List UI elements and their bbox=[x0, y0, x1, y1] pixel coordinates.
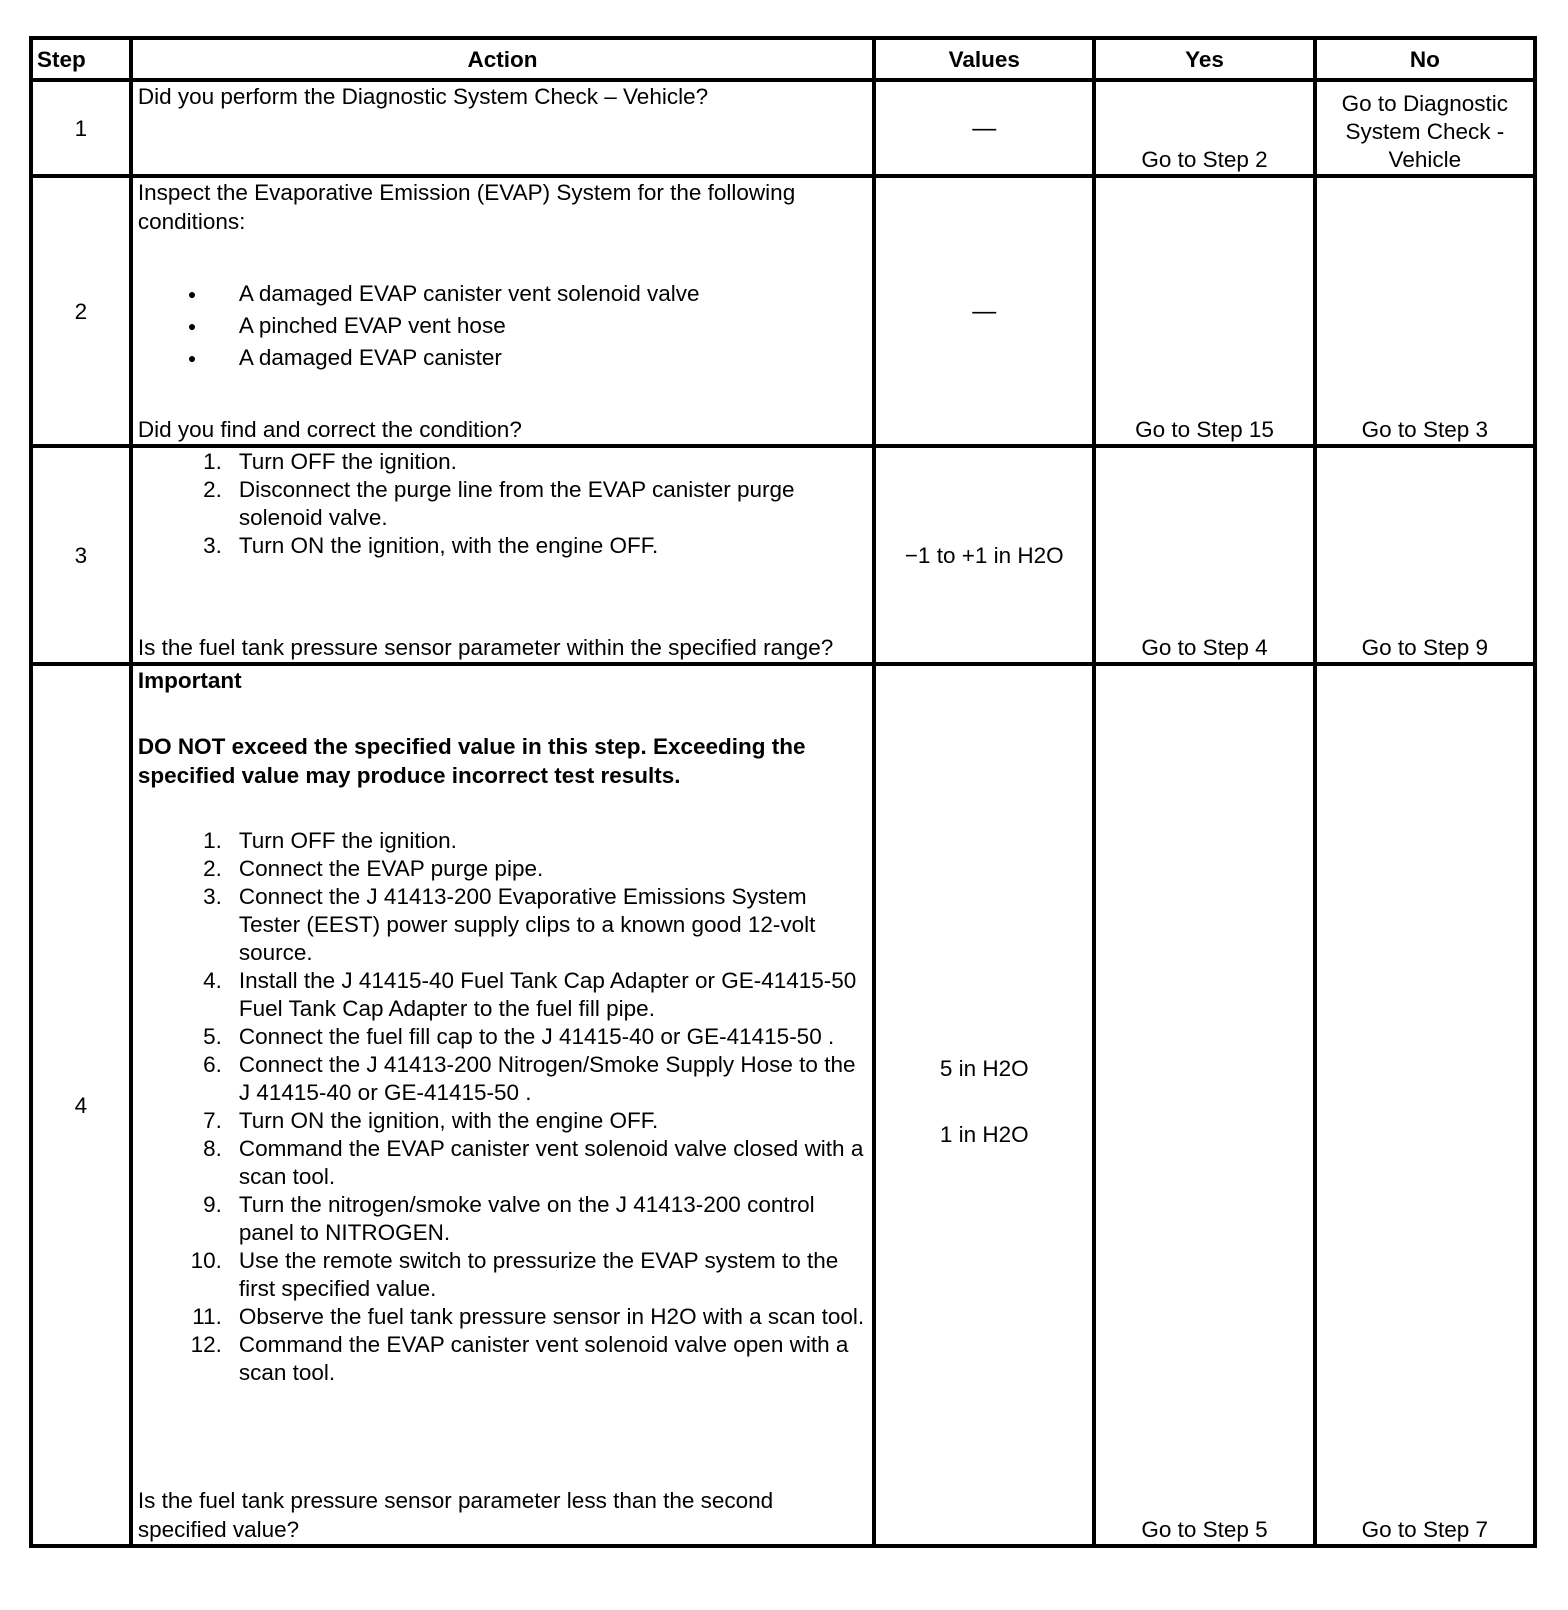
no-line: Vehicle bbox=[1388, 147, 1462, 172]
step-number: 1 bbox=[31, 80, 131, 176]
list-item: 4. Install the J 41415-40 Fuel Tank Cap Adapter or GE-41415-50 Fuel Tank Cap Adapter to the fuel fill pipe. bbox=[203, 968, 857, 1021]
value-cell bbox=[874, 664, 1094, 1546]
important-notice: DO NOT exceed the specified value in this step. Exceeding the specified value may produce incorrect test results. bbox=[137, 734, 806, 788]
step-number: 3 bbox=[31, 446, 131, 664]
no-line: System Check - bbox=[1345, 119, 1505, 144]
action-cell bbox=[131, 664, 874, 1546]
yes-cell: Go to Step 2 bbox=[1094, 80, 1314, 176]
list-item: 8. Command the EVAP canister vent solenoid valve closed with a scan tool. bbox=[203, 1136, 864, 1189]
no-cell: Go to Step 9 bbox=[1315, 446, 1535, 664]
yes-cell: Go to Step 15 bbox=[1094, 176, 1314, 446]
step-number: 2 bbox=[31, 176, 131, 446]
list-item: 1. Turn OFF the ignition. bbox=[203, 449, 457, 474]
list-item: 11. Observe the fuel tank pressure sensor in H2O with a scan tool. bbox=[192, 1304, 865, 1329]
yes-cell: Go to Step 5 bbox=[1094, 664, 1314, 1546]
important-label: Important bbox=[137, 668, 242, 693]
yes-cell: Go to Step 4 bbox=[1094, 446, 1314, 664]
table-row-step-4 bbox=[31, 664, 1535, 1546]
list-item: ● A damaged EVAP canister vent solenoid valve bbox=[138, 278, 867, 310]
header-yes: Yes bbox=[1094, 38, 1314, 80]
procedure-list bbox=[138, 827, 867, 1387]
action-question: Is the fuel tank pressure sensor parameter within the specified range? bbox=[137, 635, 834, 660]
list-item: 2. Disconnect the purge line from the EVAP canister purge solenoid valve. bbox=[203, 477, 795, 530]
header-step: Step bbox=[31, 38, 131, 80]
procedure-list bbox=[138, 448, 867, 560]
header-action: Action bbox=[131, 38, 874, 80]
list-item: 3. Connect the J 41413-200 Evaporative Emissions System Tester (EEST) power supply clips to a known good 12-volt source. bbox=[203, 884, 816, 965]
value-cell bbox=[874, 176, 1094, 446]
table-row-step-2 bbox=[31, 176, 1535, 446]
no-line: Go to Diagnostic bbox=[1341, 91, 1508, 116]
diagnostic-table bbox=[29, 36, 1537, 1548]
header-values: Values bbox=[874, 38, 1094, 80]
list-item: 12. Command the EVAP canister vent solenoid valve open with a scan tool. bbox=[190, 1332, 849, 1385]
list-item: ● A pinched EVAP vent hose bbox=[138, 310, 867, 342]
table-row-step-3 bbox=[31, 446, 1535, 664]
list-item: 9. Turn the nitrogen/smoke valve on the J 41413-200 control panel to NITROGEN. bbox=[203, 1192, 815, 1245]
no-cell bbox=[1315, 80, 1535, 176]
list-item: 6. Connect the J 41413-200 Nitrogen/Smoke Supply Hose to the J 41415-40 or GE-41415-50 . bbox=[203, 1052, 856, 1105]
action-cell bbox=[131, 80, 874, 176]
no-cell: Go to Step 7 bbox=[1315, 664, 1535, 1546]
value-dash: — bbox=[972, 114, 997, 142]
value-dash: — bbox=[972, 297, 997, 325]
list-item: 1. Turn OFF the ignition. bbox=[203, 828, 457, 853]
list-item: 10. Use the remote switch to pressurize the EVAP system to the first specified value. bbox=[190, 1248, 839, 1301]
action-cell bbox=[131, 446, 874, 664]
action-cell bbox=[131, 176, 874, 446]
action-question: Did you perform the Diagnostic System Check – Vehicle? bbox=[137, 84, 709, 109]
header-row bbox=[31, 38, 1535, 80]
value-cell bbox=[874, 80, 1094, 176]
value-cell: −1 to +1 in H2O bbox=[874, 446, 1094, 664]
table-row-step-1 bbox=[31, 80, 1535, 176]
action-question: Did you find and correct the condition? bbox=[137, 417, 522, 442]
list-item: ● A damaged EVAP canister bbox=[138, 342, 867, 374]
header-no: No bbox=[1315, 38, 1535, 80]
value-second: 1 in H2O bbox=[939, 1122, 1029, 1147]
no-cell: Go to Step 3 bbox=[1315, 176, 1535, 446]
step-number: 4 bbox=[31, 664, 131, 1546]
action-intro: Inspect the Evaporative Emission (EVAP) System for the following conditions: bbox=[137, 180, 796, 234]
list-item: 7. Turn ON the ignition, with the engine OFF. bbox=[203, 1108, 659, 1133]
list-item: 2. Connect the EVAP purge pipe. bbox=[203, 856, 544, 881]
condition-list bbox=[138, 278, 867, 374]
action-question: Is the fuel tank pressure sensor parameter less than the second specified value? bbox=[137, 1488, 774, 1542]
list-item: 3. Turn ON the ignition, with the engine OFF. bbox=[203, 533, 659, 558]
list-item: 5. Connect the fuel fill cap to the J 41415-40 or GE-41415-50 . bbox=[203, 1024, 835, 1049]
value-first: 5 in H2O bbox=[939, 1056, 1029, 1081]
